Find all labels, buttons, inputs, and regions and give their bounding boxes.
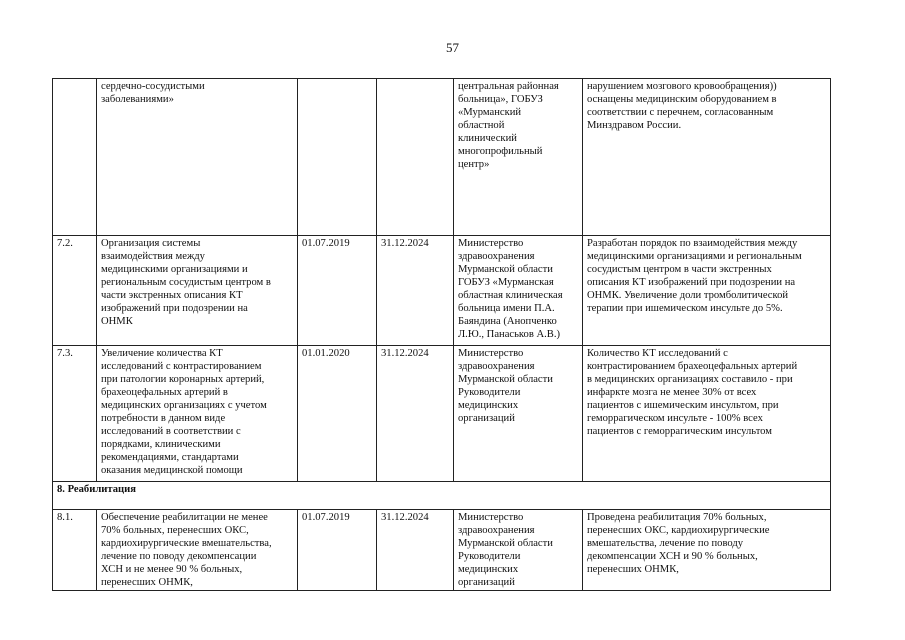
section-row bbox=[53, 482, 831, 510]
result-cell: Разработан порядок по взаимодействия между медицинскими организациями и региональным сосудистым центром в части экстренных описания КТ изображений при подозрении на ОНМК. Увеличение доли тромболитической терапии при ишемическом инсульте до 5%. bbox=[583, 236, 831, 346]
table-row bbox=[53, 236, 831, 346]
result-cell: нарушением мозгового кровообращения)) оснащены медицинским оборудованием в соответствии с перечнем, согласованным Минздравом России. bbox=[583, 79, 831, 236]
row-number bbox=[53, 79, 97, 236]
row-number: 7.3. bbox=[53, 346, 97, 482]
activity-cell: Организация системы взаимодействия между медицинскими организациями и региональным сосудистым центром в части экстренных описания КТ изображений при подозрении на ОНМК bbox=[97, 236, 298, 346]
page-number: 57 bbox=[446, 40, 459, 55]
responsible-cell: центральная районная больница», ГОБУЗ «Мурманский областной клинический многопрофильный центр» bbox=[454, 79, 583, 236]
start-date-cell: 01.07.2019 bbox=[298, 510, 377, 591]
start-date-cell: 01.01.2020 bbox=[298, 346, 377, 482]
result-cell: Количество КТ исследований с контрастированием брахеоцефальных артерий в медицинских организациях составило - при инфаркте мозга не менее 30% от всех пациентов с ишемическим инсультом, при геморрагическом инсульте - 100% всех пациентов с геморрагическим инсультом bbox=[583, 346, 831, 482]
activity-cell: Обеспечение реабилитации не менее 70% больных, перенесших ОКС, кардиохирургические вмешательства, лечение по поводу декомпенсации ХСН и не менее 90 % больных, перенесших ОНМК, bbox=[97, 510, 298, 591]
start-date-cell: 01.07.2019 bbox=[298, 236, 377, 346]
activity-cell: сердечно-сосудистыми заболеваниями» bbox=[97, 79, 298, 236]
start-date-cell bbox=[298, 79, 377, 236]
end-date-cell: 31.12.2024 bbox=[377, 346, 454, 482]
result-cell: Проведена реабилитация 70% больных, перенесших ОКС, кардиохирургические вмешательства, лечение по поводу декомпенсации ХСН и 90 % больных, перенесших ОНМК, bbox=[583, 510, 831, 591]
responsible-cell: Министерство здравоохранения Мурманской области Руководители медицинских организаций bbox=[454, 346, 583, 482]
responsible-cell: Министерство здравоохранения Мурманской области ГОБУЗ «Мурманская областная клиническая больница имени П.А. Баяндина (Анопченко Л.Ю., Панаськов А.В.) bbox=[454, 236, 583, 346]
end-date-cell: 31.12.2024 bbox=[377, 510, 454, 591]
table-row bbox=[53, 346, 831, 482]
row-number: 7.2. bbox=[53, 236, 97, 346]
measures-table bbox=[52, 78, 831, 591]
end-date-cell: 31.12.2024 bbox=[377, 236, 454, 346]
table-row bbox=[53, 79, 831, 236]
row-number: 8.1. bbox=[53, 510, 97, 591]
activity-cell: Увеличение количества КТ исследований с контрастированием при патологии коронарных артерий, брахеоцефальных артерий в медицинских организациях с учетом потребности в данном виде исследований в соответствии с порядками, клиническими рекомендациями, стандартами оказания медицинской помощи bbox=[97, 346, 298, 482]
table-row bbox=[53, 510, 831, 591]
section-title: 8. Реабилитация bbox=[53, 482, 831, 510]
end-date-cell bbox=[377, 79, 454, 236]
responsible-cell: Министерство здравоохранения Мурманской области Руководители медицинских организаций bbox=[454, 510, 583, 591]
